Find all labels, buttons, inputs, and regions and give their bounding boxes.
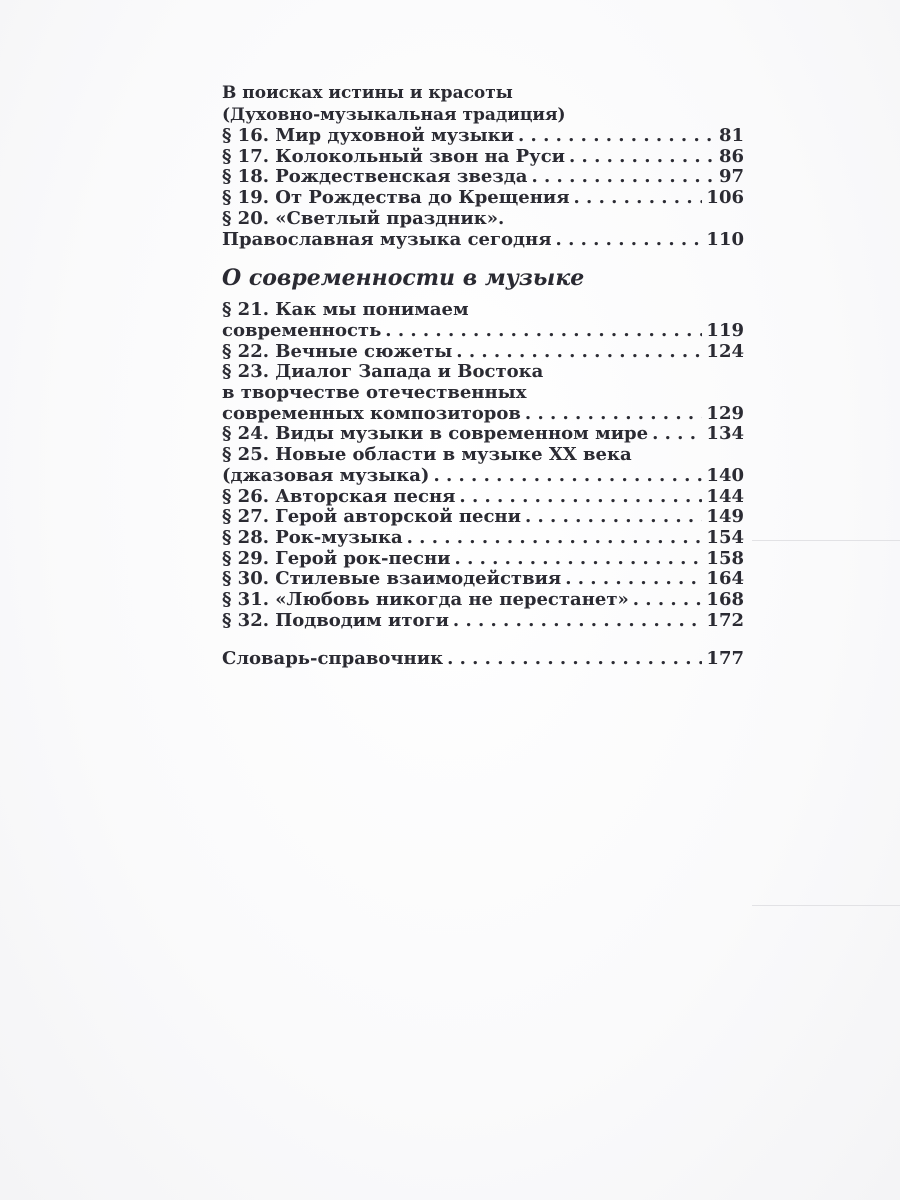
show-through-line — [752, 540, 900, 541]
section-heading-subtitle: (Духовно-музыкальная традиция) — [222, 105, 566, 125]
leader-dots — [433, 466, 702, 487]
toc-entry-title: Православная музыка сегодня — [222, 228, 552, 250]
spacer — [222, 631, 744, 649]
toc-entry-page: 144 — [706, 485, 744, 507]
toc-entry-line — [222, 569, 744, 590]
leader-dots — [525, 404, 703, 425]
toc-entry-line — [222, 487, 744, 508]
toc-entry-title: § 26. Авторская песня — [222, 485, 456, 507]
leader-dots — [453, 611, 703, 632]
toc-entry-line — [222, 230, 744, 251]
toc-entry-title: § 18. Рождественская звезда — [222, 166, 528, 188]
leader-dots — [385, 321, 702, 342]
toc-entry-line — [222, 649, 744, 670]
section-heading-modern: О современности в музыке — [222, 265, 585, 292]
toc-entry-title: § 29. Герой рок-песни — [222, 547, 451, 569]
leader-dots — [447, 649, 702, 670]
table-of-contents — [222, 82, 744, 670]
toc-entry[interactable] — [222, 147, 744, 168]
toc-entry[interactable] — [222, 167, 744, 188]
toc-entry-line — [222, 424, 744, 445]
toc-entry[interactable] — [222, 445, 744, 486]
toc-entry-page: 164 — [706, 568, 744, 590]
toc-entry-title: § 19. От Рождества до Крещения — [222, 187, 570, 209]
toc-entry[interactable] — [222, 188, 744, 209]
toc-entry-page: 86 — [718, 145, 744, 167]
leader-dots — [459, 487, 702, 508]
toc-entry-title: Словарь-справочник — [222, 648, 444, 670]
leader-dots — [531, 167, 712, 188]
toc-entry-page: 134 — [706, 423, 744, 445]
toc-entry-page: 81 — [718, 125, 744, 146]
toc-entry-title: § 32. Подводим итоги — [222, 609, 449, 631]
toc-entry-page: 129 — [706, 402, 744, 424]
leader-dots — [569, 147, 712, 168]
section-heading — [222, 82, 744, 126]
toc-entry-page: 154 — [706, 526, 744, 548]
toc-entry-page: 106 — [706, 187, 744, 209]
toc-entry-title: (джазовая музыка) — [222, 464, 430, 486]
leader-dots — [633, 590, 703, 611]
toc-entry-line — [222, 126, 744, 147]
section-entries — [222, 300, 744, 631]
toc-entry-line — [222, 549, 744, 570]
toc-entry[interactable] — [222, 362, 744, 424]
toc-entry-page: 177 — [706, 648, 744, 670]
section-entries — [222, 126, 744, 250]
toc-entry-page: 172 — [706, 609, 744, 631]
toc-entry-glossary[interactable] — [222, 649, 744, 670]
section-spiritual — [222, 82, 744, 250]
toc-entry-line — [222, 321, 744, 342]
section-heading-line: В поисках истины и красоты — [222, 83, 513, 103]
toc-entry-line — [222, 404, 744, 425]
toc-entry-page: 124 — [706, 340, 744, 362]
leader-dots — [525, 507, 702, 528]
toc-entry-title: § 22. Вечные сюжеты — [222, 340, 453, 362]
toc-entry[interactable] — [222, 590, 744, 611]
toc-entry-title: § 31. «Любовь никогда не перестанет» — [222, 589, 629, 611]
toc-entry-page: 119 — [706, 319, 744, 341]
toc-entry[interactable] — [222, 300, 744, 341]
leader-dots — [518, 126, 712, 147]
toc-entry-page: 97 — [718, 166, 744, 188]
toc-entry-title: § 30. Стилевые взаимодействия — [222, 568, 562, 590]
toc-entry-line — [222, 611, 744, 632]
toc-entry[interactable] — [222, 342, 744, 363]
toc-entry[interactable] — [222, 424, 744, 445]
toc-entry-line — [222, 528, 744, 549]
leader-dots — [556, 230, 703, 251]
toc-entry-page: 149 — [706, 506, 744, 528]
leader-dots — [574, 188, 703, 209]
toc-entry-line — [222, 167, 744, 188]
toc-entry-title: § 28. Рок-музыка — [222, 526, 403, 548]
leader-dots — [456, 342, 702, 363]
toc-entry-page: 168 — [706, 589, 744, 611]
toc-entry-title-line: § 25. Новые области в музыке XX века — [222, 444, 632, 466]
toc-entry[interactable] — [222, 507, 744, 528]
toc-entry-title: § 16. Мир духовной музыки — [222, 125, 514, 146]
toc-entry[interactable] — [222, 611, 744, 632]
leader-dots — [407, 528, 703, 549]
toc-entry-title: § 24. Виды музыки в современном мире — [222, 423, 649, 445]
toc-entry[interactable] — [222, 569, 744, 590]
toc-entry-title: § 17. Колокольный звон на Руси — [222, 145, 566, 167]
toc-entry[interactable] — [222, 209, 744, 250]
toc-entry-line — [222, 507, 744, 528]
toc-entry-page: 158 — [706, 547, 744, 569]
toc-entry-title: современных композиторов — [222, 402, 521, 424]
toc-entry-line — [222, 590, 744, 611]
toc-entry-title-line: § 21. Как мы понимаем — [222, 299, 469, 321]
toc-entry-title: § 27. Герой авторской песни — [222, 506, 521, 528]
toc-entry-line — [222, 466, 744, 487]
toc-entry-line — [222, 188, 744, 209]
toc-entry[interactable] — [222, 487, 744, 508]
leader-dots — [652, 424, 702, 445]
toc-entry[interactable] — [222, 549, 744, 570]
toc-entry-page: 140 — [706, 464, 744, 486]
leader-dots — [565, 569, 702, 590]
show-through-line — [752, 905, 900, 906]
toc-entry-title-line: § 20. «Светлый праздник». — [222, 207, 505, 229]
toc-entry-title-line: в творчестве отечественных — [222, 382, 527, 404]
toc-entry-page: 110 — [706, 228, 744, 250]
toc-entry-title: современность — [222, 319, 382, 341]
toc-entry[interactable] — [222, 126, 744, 147]
toc-entry-line — [222, 147, 744, 168]
toc-entry-title-line: § 23. Диалог Запада и Востока — [222, 361, 544, 383]
leader-dots — [455, 549, 703, 570]
toc-entry[interactable] — [222, 528, 744, 549]
toc-entry-line — [222, 342, 744, 363]
